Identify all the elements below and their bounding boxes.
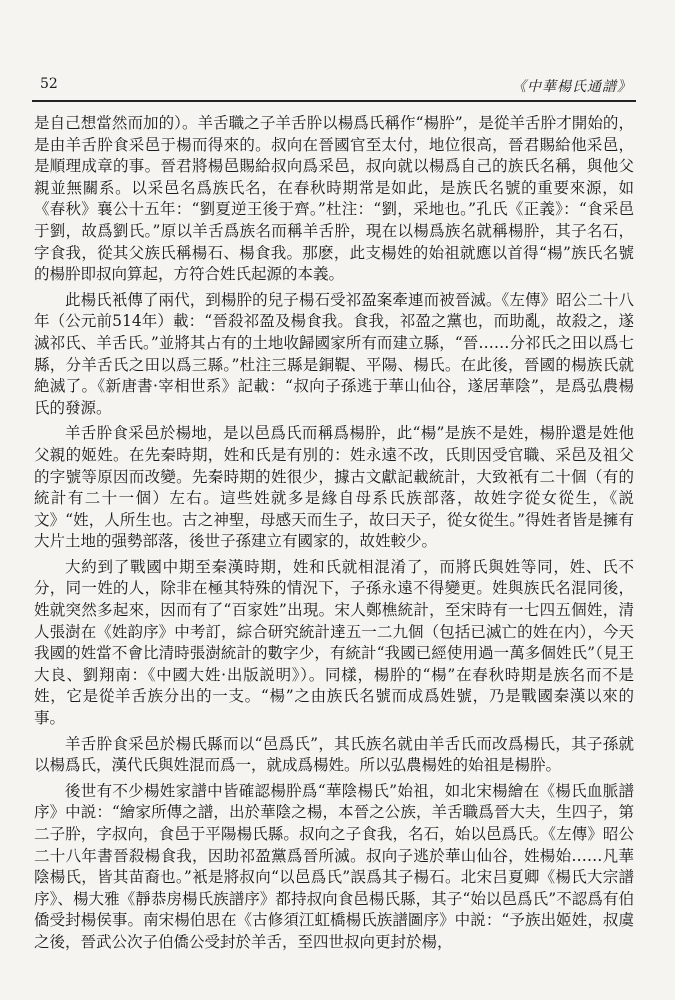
paragraph: 大約到了戰國中期至秦漢時期，姓和氏就相混淆了，而將氏與姓等同，姓、氏不分，同一姓的人，除非在極其特殊的情況下，子孫永遠不得變更。姓與族氏名混同後，姓就突然多起來，因而有了“百家姓”出現。宋人鄭樵統計，至宋時有一七四五個姓，清人張澍在《姓韵序》中考訂，綜合研究統計達五一二九個（包括已滅亡的姓在内），今天我國的姓當不會比清時張澍統計的數字少，有統計“我國已經使用過一萬多個姓氏”（見王大良、劉翔南：《中國大姓·出版説明》）。同樣，楊肸的“楊”在春秋時期是族名而不是姓，它是從羊舌族分出的一支。“楊”之由族氏名號而成爲姓號，乃是戰國秦漢以來的事。 <box>34 557 634 728</box>
page-number: 52 <box>40 76 58 92</box>
paragraph: 後世有不少楊姓家譜中皆確認楊肸爲“華陰楊氏”始祖，如北宋楊繪在《楊氏血脈譜序》中説：“繪家所傳之譜，出於華陰之楊，本晉之公族，羊舌職爲晉大夫，生四子，第二子肸，字叔向，食邑于平陽楊氏縣。叔向之子食我，名石，始以邑爲氏。《左傳》昭公二十八年書晉殺楊食我，因助祁盈黨爲晉所滅。叔向子逃於華山仙谷，姓楊始……凡華陰楊氏，皆其苗裔也。”衹是將叔向“以邑爲氏”誤爲其子楊石。北宋吕夏卿《楊氏大宗譜序》、楊大雅《靜恭房楊氏族譜序》都持叔向食邑楊氏縣，其子“始以邑爲氏”不認爲有伯僑受封楊侯事。南宋楊伯思在《古修須江虹橋楊氏族譜圖序》中説：“予族出姬姓，叔虞之後，晉武公次子伯僑公受封於羊舌，至四世叔向更封於楊， <box>34 781 634 951</box>
header-divider <box>32 100 636 102</box>
page-header <box>32 76 632 98</box>
paragraph: 是自己想當然而加的）。羊舌職之子羊舌肸以楊爲氏稱作“楊肸”，是從羊舌肸才開始的，是由羊舌肸食采邑于楊而得來的。叔向在晉國官至太付，地位很高，晉君賜給他采邑，是順理成章的事。晉君將楊邑賜給叔向爲采邑，叔向就以楊爲自己的族氏名稱，與他父親並無關系。以采邑名爲族氏名，在春秋時期常是如此，是族氏名號的重要來源，如《春秋》襄公十五年：“劉夏逆王後于齊。”杜注：“劉，采地也。”孔氏《正義》：“食采邑于劉，故爲劉氏。”原以羊舌爲族名而稱羊舌肸，現在以楊爲族名就稱楊肸，其子名石，字食我，從其父族氏稱楊石、楊食我。那麽，此支楊姓的始祖就應以首得“楊”族氏名號的楊肸即叔向算起，方符合姓氏起源的本義。 <box>34 114 634 284</box>
body-text <box>34 113 634 958</box>
paragraph: 此楊氏衹傳了兩代，到楊肸的兒子楊石受祁盈案牽連而被晉滅。《左傳》昭公二十八年（公元前514年）載：“晉殺祁盈及楊食我。食我，祁盈之黨也，而助亂，故殺之，遂滅祁氏、羊舌氏。”並將其占有的土地收歸國家所有而建立縣，“晉……分祁氏之田以爲七縣，分羊舌氏之田以爲三縣。”杜注三縣是銅鞮、平陽、楊氏。在此後，晉國的楊族氏就絶滅了。《新唐書·宰相世系》記載：“叔向子孫逃于華山仙谷，遂居華陰”，是爲弘農楊氏的發源。 <box>34 290 634 417</box>
paragraph: 羊舌肸食采邑於楊地，是以邑爲氏而稱爲楊肸，此“楊”是族不是姓，楊肸還是姓他父親的姬姓。在先秦時期，姓和氏是有別的：姓永遠不改，氏則因受官職、采邑及祖父的字號等原因而改變。先秦時期的姓很少，據古文獻記載統計，大致衹有二十個（有的統計有二十一個）左右。這些姓就多是緣自母系氏族部落，故姓字從女從生，《説文》“姓，人所生也。古之神聖，母感天而生子，故曰天子，從女從生。”得姓者皆是擁有大片土地的强勢部落，後世子孫建立有國家的，故姓較少。 <box>34 424 634 551</box>
paragraph: 羊舌肸食采邑於楊氏縣而以“邑爲氏”，其氏族名就由羊舌氏而改爲楊氏，其子孫就以楊爲氏，漢代氏與姓混而爲一，就成爲楊姓。所以弘農楊姓的始祖是楊肸。 <box>34 734 634 775</box>
book-title: 《中華楊氏通譜》 <box>512 79 632 95</box>
